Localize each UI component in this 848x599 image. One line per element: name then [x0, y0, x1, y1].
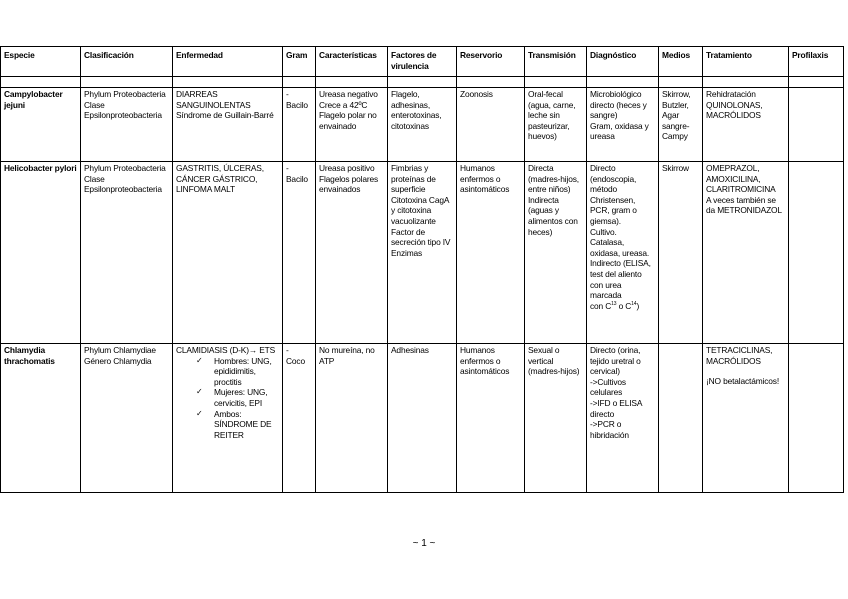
disease-cell — [173, 162, 283, 344]
virulence-cell — [388, 162, 457, 344]
cell-line: Citotoxina CagA y citotoxina vacuolizante — [391, 194, 449, 226]
reservoir-cell — [457, 344, 525, 493]
gram-cell — [283, 162, 316, 344]
gram-cell — [283, 344, 316, 493]
virulence-cell — [388, 88, 457, 162]
isotope-superscript: 13 — [611, 300, 617, 307]
cell-line: Indirecto (ELISA, test del aliento con urea marcada — [590, 258, 651, 301]
prophylaxis-cell — [789, 88, 844, 162]
isotope-text: con C — [590, 300, 612, 311]
cell-line: ->IFD o ELISA directo — [590, 397, 642, 419]
header-cell: Gram — [283, 47, 316, 77]
reservoir-cell — [457, 162, 525, 344]
cell-line: QUINOLONAS, MACRÓLIDOS — [706, 99, 763, 121]
cell-line: ¡NO betalactámicos! — [706, 376, 780, 387]
transmission-cell — [525, 344, 587, 493]
isotope-line — [590, 301, 655, 312]
species-cell: Helicobacter pylori — [1, 162, 81, 344]
cell-line: Directa (madres-hijos, entre niños) — [528, 163, 579, 195]
cell-line: Humanos enfermos o asintomáticos — [460, 163, 510, 195]
isotope-text: o C — [616, 300, 632, 311]
cell-line: Clase Epsilonproteobacteria — [84, 173, 162, 195]
prophylaxis-cell — [789, 162, 844, 344]
cell-line: Síndrome de Guillain-Barré — [176, 110, 274, 121]
cell-line: Adhesinas — [391, 345, 429, 355]
document-page — [0, 46, 848, 493]
cell-line: Rehidratación — [706, 89, 756, 99]
classification-cell — [81, 88, 173, 162]
cell-line: Flagelo, adhesinas, enterotoxinas, citotoxinas — [391, 89, 442, 131]
cell-line: Skirrow, Butzler, Agar sangre-Campy — [662, 89, 691, 142]
transmission-cell — [525, 162, 587, 344]
checkmark-icon: ✓ — [196, 408, 203, 418]
media-cell — [659, 88, 703, 162]
header-cell: Tratamiento — [703, 47, 789, 77]
header-cell: Factores de virulencia — [388, 47, 457, 77]
diagnosis-cell — [587, 162, 659, 344]
cell-line: Microbiológico directo (heces y sangre) — [590, 89, 647, 121]
species-cell: Chlamydia thrachomatis — [1, 344, 81, 493]
prophylaxis-cell — [789, 344, 844, 493]
cell-line: Phylum Proteobacteria — [84, 89, 166, 99]
checklist-item — [196, 387, 279, 408]
checklist-text: Mujeres: UNG, cervicitis, EPI — [214, 387, 268, 408]
cell-line: TETRACICLINAS, MACRÓLIDOS — [706, 345, 773, 366]
header-cell: Diagnóstico — [587, 47, 659, 77]
cell-line: Ureasa positivo — [319, 163, 375, 173]
cell-line: Humanos enfermos o asintomáticos — [460, 345, 510, 377]
cell-line: Género Chlamydia — [84, 355, 152, 366]
cell-line: - — [286, 163, 289, 173]
header-cell: Especie — [1, 47, 81, 77]
species-cell: Campylobacter jejuni — [1, 88, 81, 162]
header-cell: Características — [316, 47, 388, 77]
classification-cell — [81, 344, 173, 493]
transmission-cell — [525, 88, 587, 162]
cell-line: Bacilo — [286, 99, 308, 110]
header-cell: Enfermedad — [173, 47, 283, 77]
cell-line: Factor de secreción tipo IV — [391, 226, 451, 248]
cell-line: Fimbrias y proteínas de superficie — [391, 163, 436, 195]
cell-line: ->Cultivos celulares — [590, 376, 626, 398]
cell-line: Phylum Chlamydiae — [84, 345, 156, 355]
cell-line: Ureasa negativo — [319, 89, 378, 99]
treatment-cell — [703, 162, 789, 344]
disease-cell — [173, 88, 283, 162]
cell-line: Clase Epsilonproteobacteria — [84, 99, 162, 121]
cell-line: Directo (orina, tejido uretral o cervical) — [590, 345, 641, 377]
features-cell — [316, 162, 388, 344]
isotope-superscript: 14 — [631, 300, 637, 307]
gram-cell — [283, 88, 316, 162]
cell-line: ->PCR o hibridación — [590, 419, 629, 440]
cell-line — [706, 366, 785, 376]
microbiology-table — [0, 46, 844, 493]
cell-line: - — [286, 89, 289, 99]
media-cell — [659, 344, 703, 493]
features-cell — [316, 88, 388, 162]
header-row — [1, 47, 844, 77]
treatment-cell — [703, 344, 789, 493]
cell-line: Flagelo polar no envainado — [319, 110, 377, 131]
header-cell: Transmisión — [525, 47, 587, 77]
cell-line: Oral-fecal (agua, carne, leche sin pasteurizar, huevos) — [528, 89, 576, 142]
cell-line: Directo (endoscopia, método Christensen, PCR, gram o giemsa). — [590, 163, 637, 226]
cell-line: Enzimas — [391, 247, 423, 258]
cell-line: No mureína, no ATP — [319, 345, 375, 366]
cell-line: A veces también se da METRONIDAZOL — [706, 194, 782, 216]
cell-line: Catalasa, oxidasa, ureasa. — [590, 237, 650, 258]
cell-line: OMEPRAZOL, AMOXICILINA, CLARITROMICINA — [706, 163, 776, 195]
cell-line: CLAMIDIASIS (D-K)→ ETS — [176, 345, 276, 355]
page-number: ~ 1 ~ — [412, 538, 436, 549]
cell-line: Skirrow — [662, 163, 689, 173]
checklist-text: Hombres: UNG, epididimitis, proctitis — [214, 355, 272, 387]
table-row — [1, 344, 844, 493]
virulence-cell — [388, 344, 457, 493]
cell-line: - — [286, 345, 289, 355]
header-cell: Profilaxis — [789, 47, 844, 77]
cell-line: Coco — [286, 355, 305, 366]
disease-checklist — [176, 356, 279, 441]
header-cell: Reservorio — [457, 47, 525, 77]
media-cell — [659, 162, 703, 344]
cell-line: Zoonosis — [460, 89, 493, 99]
cell-line: Bacilo — [286, 173, 308, 184]
checkmark-icon: ✓ — [196, 355, 203, 365]
cell-line: Crece a 42ºC — [319, 99, 368, 110]
cell-line: Cultivo. — [590, 226, 617, 237]
cell-line: Flagelos polares envainados — [319, 173, 379, 195]
cell-line: GASTRITIS, ÚLCERAS, CÁNCER GÁSTRICO, LINFOMA MALT — [176, 163, 264, 195]
treatment-cell — [703, 88, 789, 162]
cell-line: Indirecta (aguas y alimentos con heces) — [528, 194, 578, 237]
features-cell — [316, 344, 388, 493]
cell-line: DIARREAS SANGUINOLENTAS — [176, 89, 251, 110]
diagnosis-cell — [587, 88, 659, 162]
cell-line: Phylum Proteobacteria — [84, 163, 166, 173]
spacer-row — [1, 77, 844, 88]
table-row — [1, 88, 844, 162]
checkmark-icon: ✓ — [196, 387, 203, 397]
reservoir-cell — [457, 88, 525, 162]
cell-line: Gram, oxidasa y ureasa — [590, 120, 649, 142]
classification-cell — [81, 162, 173, 344]
diagnosis-cell — [587, 344, 659, 493]
checklist-text: Ambos: SÍNDROME DE REITER — [214, 408, 272, 440]
checklist-item — [196, 356, 279, 388]
header-cell: Clasificación — [81, 47, 173, 77]
table-row — [1, 162, 844, 344]
disease-cell — [173, 344, 283, 493]
cell-line: Sexual o vertical (madres-hijos) — [528, 345, 580, 377]
isotope-text: ) — [636, 300, 640, 311]
checklist-item — [196, 409, 279, 441]
header-cell: Medios — [659, 47, 703, 77]
